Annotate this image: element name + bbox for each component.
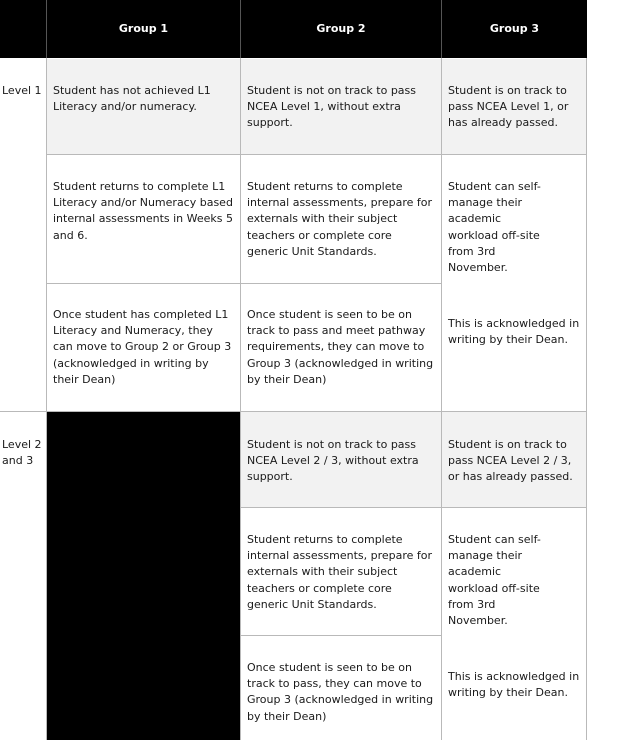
group1-level23-empty-block [47,411,240,740]
l1-r1-group3: Student is on track to pass NCEA Level 1, or has already passed. [448,84,569,130]
l1-r2-group1: Student returns to complete L1 Literacy and/or Numeracy based internal assessments in Weeks 5 and 6. [53,180,234,242]
header-group-3: Group 3 [442,0,587,58]
l23-r3-group2: Once student is seen to be on track to pass, they can move to Group 3 (acknowledged in writing by their Dean) [247,661,434,723]
header-group-2: Group 2 [241,0,441,58]
l1-r2-group3-dean-note: This is acknowledged in writing by their Dean. [448,317,580,347]
l1-r1-group2: Student is not on track to pass NCEA Level 1, without extra support. [247,84,417,130]
level-1-label: Level 1 [2,84,42,97]
l23-r2-group3-text: Student can self-manage their academic workload off-site from 3rd November. [448,533,541,628]
l1-r3-group2: Once student is seen to be on track to pass and meet pathway requirements, they can move to Group 3 (acknowledged in writing by their Dean) [247,308,434,386]
l23-r1-group3: Student is on track to pass NCEA Level 2 / 3, or has already passed. [448,438,573,484]
l23-r2-group3-dean-note: This is acknowledged in writing by their Dean. [448,670,580,700]
l1-r2-group2: Student returns to complete internal assessments, prepare for externals with their subject teachers or complete core generic Unit Standards. [247,180,433,258]
level-2-3-label: Level 2 and 3 [2,438,42,468]
header-group-1: Group 1 [47,0,240,58]
l23-r1-group2: Student is not on track to pass NCEA Level 2 / 3, without extra support. [247,438,419,484]
l1-r3-group1: Once student has completed L1 Literacy and Numeracy, they can move to Group 2 or Group 3 (acknowledged in writing by their Dean) [53,308,232,386]
l1-r2-group3-text: Student can self-manage their academic workload off-site from 3rd November. [448,180,541,275]
l23-r2-group2: Student returns to complete internal assessments, prepare for externals with their subject teachers or complete core generic Unit Standards. [247,533,433,611]
l1-r1-group1: Student has not achieved L1 Literacy and/or numeracy. [53,84,211,114]
